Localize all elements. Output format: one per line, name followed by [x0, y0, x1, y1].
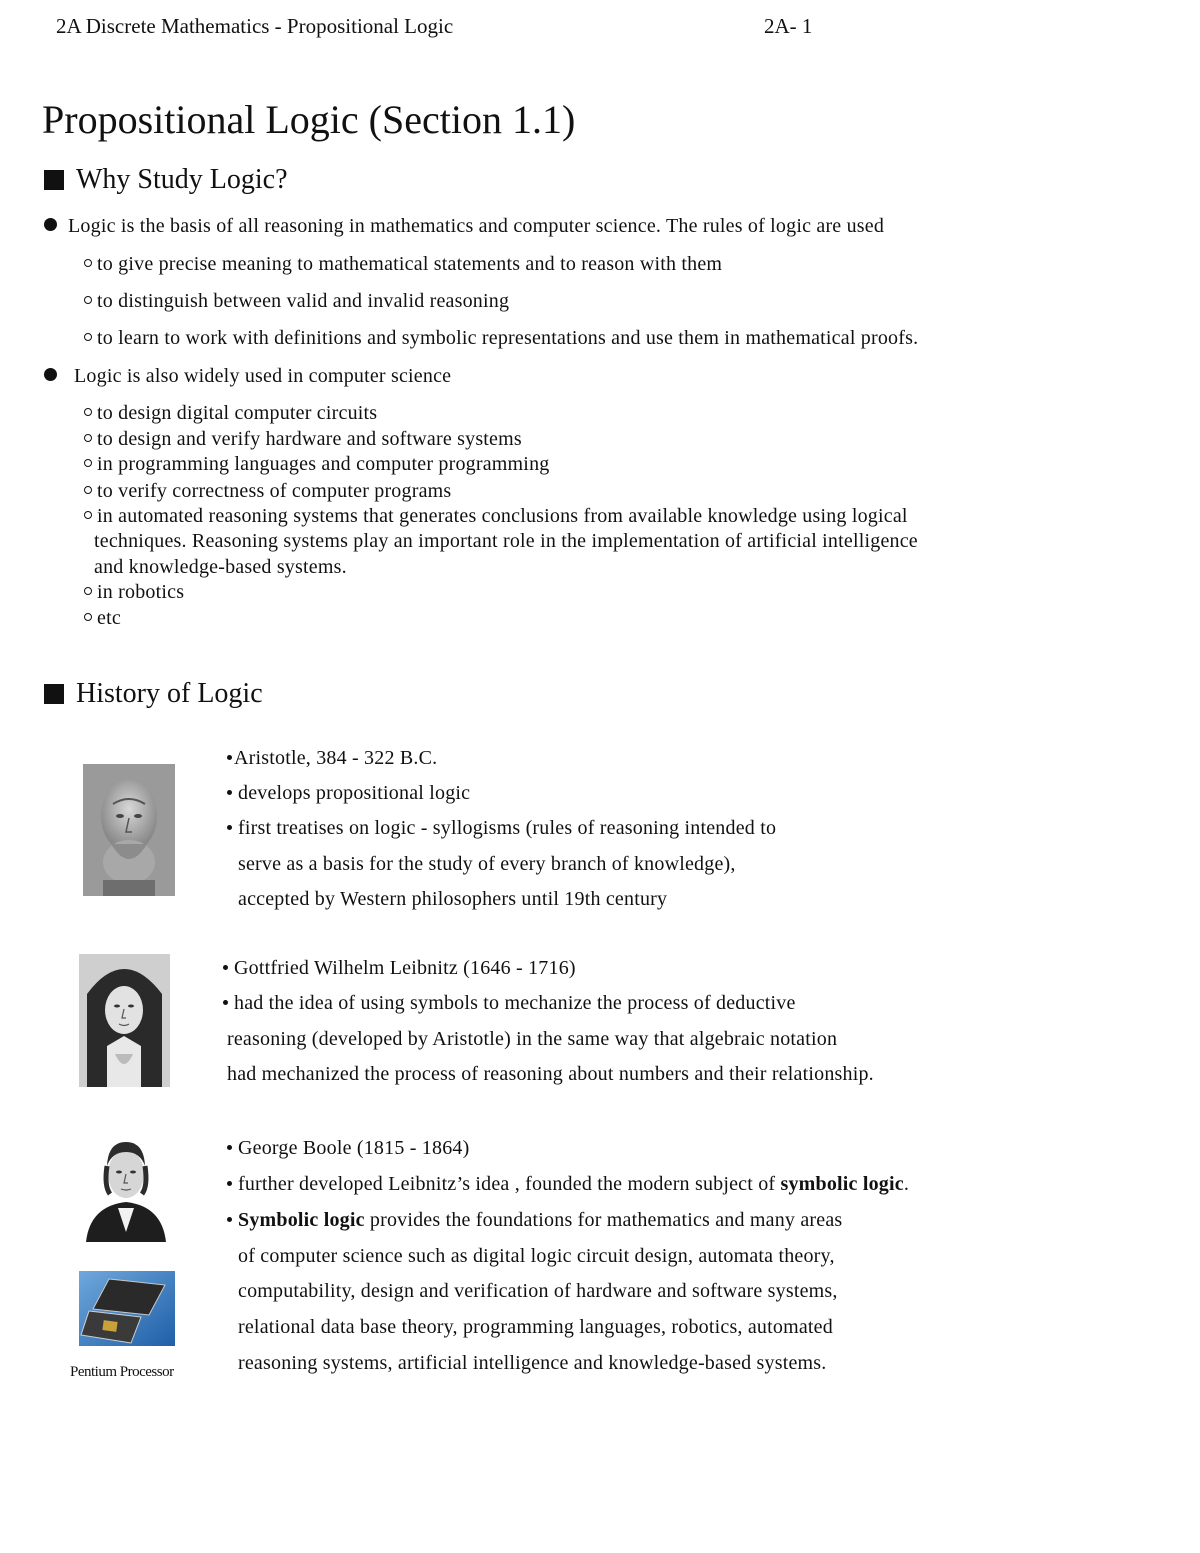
round-bullet-icon [227, 1217, 232, 1222]
section-history-heading [44, 678, 263, 710]
round-bullet-icon [223, 965, 228, 970]
why-sub-text: in automated reasoning systems that generates conclusions from available knowledge using logical [97, 505, 908, 527]
why-sub-item [84, 428, 522, 451]
boole-line: reasoning systems, artificial intelligence and knowledge-based systems. [238, 1352, 827, 1374]
pentium-caption: Pentium Processor [70, 1364, 174, 1380]
boole-line: relational data base theory, programming languages, robotics, automated [238, 1316, 833, 1338]
hollow-circle-icon [84, 613, 92, 621]
leibniz-line: reasoning (developed by Aristotle) in the same way that algebraic notation [227, 1028, 838, 1050]
aristotle-portrait [83, 764, 175, 896]
aristotle-line: accepted by Western philosophers until 19th century [238, 888, 668, 910]
why-sub-continuation: techniques. Reasoning systems play an important role in the implementation of artificial intelligence [94, 530, 918, 552]
leibniz-line: had mechanized the process of reasoning about numbers and their relationship. [227, 1063, 874, 1085]
why-sub-item [84, 505, 908, 528]
round-bullet-icon [227, 825, 232, 830]
round-bullet-icon [227, 755, 232, 760]
leibniz-line [223, 992, 796, 1015]
why-sub-text: to design and verify hardware and software systems [97, 428, 522, 450]
aristotle-text: develops propositional logic [238, 782, 471, 804]
why-sub-item [84, 290, 509, 313]
section-why-heading [44, 164, 288, 196]
aristotle-line: serve as a basis for the study of every branch of knowledge), [238, 853, 736, 875]
symbolic-logic-term: Symbolic logic [238, 1209, 365, 1231]
page-title: Propositional Logic (Section 1.1) [42, 97, 576, 142]
boole-portrait [80, 1136, 172, 1242]
hollow-circle-icon [84, 408, 92, 416]
boole-line [227, 1209, 842, 1232]
round-bullet-icon [227, 1145, 232, 1150]
boole-text: George Boole (1815 - 1864) [238, 1137, 470, 1159]
leibniz-text: Gottfried Wilhelm Leibnitz (1646 - 1716) [234, 957, 576, 979]
hollow-circle-icon [84, 434, 92, 442]
header-right: 2A- 1 [764, 14, 813, 38]
boole-line [227, 1173, 909, 1196]
square-bullet-icon [44, 684, 64, 704]
why-sub-text: etc [97, 607, 121, 629]
round-bullet-icon [227, 1181, 232, 1186]
pentium-processor-image [79, 1271, 175, 1346]
why-sub-item [84, 402, 377, 425]
why-sub-item [84, 581, 184, 604]
boole-text: provides the foundations for mathematics and many areas [364, 1209, 843, 1231]
hollow-circle-icon [84, 259, 92, 267]
why-bullet-1-text: Logic is the basis of all reasoning in mathematics and computer science. The rules of logic are used [68, 215, 885, 237]
aristotle-text: Aristotle, 384 - 322 B.C. [234, 747, 438, 769]
leibniz-portrait [79, 954, 170, 1087]
why-sub-item [84, 480, 451, 503]
leibniz-text: had the idea of using symbols to mechanize the process of deductive [234, 992, 796, 1014]
round-bullet-icon [44, 218, 57, 231]
symbolic-logic-term: symbolic logic [780, 1173, 904, 1195]
section-history-title: History of Logic [76, 678, 263, 709]
why-sub-text: to verify correctness of computer programs [97, 480, 452, 502]
boole-text: . [903, 1173, 910, 1195]
hollow-circle-icon [84, 587, 92, 595]
boole-line [227, 1137, 469, 1160]
why-sub-item [84, 607, 121, 630]
boole-line: computability, design and verification of hardware and software systems, [238, 1280, 838, 1302]
boole-text: further developed Leibnitz’s idea , founded the modern subject of [238, 1173, 781, 1195]
aristotle-line [227, 747, 437, 770]
why-sub-item [84, 453, 549, 476]
why-sub-text: in programming languages and computer programming [97, 453, 550, 475]
aristotle-line [227, 817, 776, 840]
section-why-title: Why Study Logic? [76, 164, 288, 195]
hollow-circle-icon [84, 486, 92, 494]
why-bullet-2 [44, 365, 451, 388]
why-sub-text: in robotics [97, 581, 185, 603]
square-bullet-icon [44, 170, 64, 190]
why-bullet-1 [44, 215, 884, 238]
hollow-circle-icon [84, 296, 92, 304]
why-sub-item [84, 327, 918, 350]
why-sub-text: to give precise meaning to mathematical statements and to reason with them [97, 253, 723, 275]
round-bullet-icon [227, 790, 232, 795]
header-left: 2A Discrete Mathematics - Propositional Logic [56, 14, 454, 38]
leibniz-line [223, 957, 576, 980]
round-bullet-icon [44, 368, 57, 381]
why-sub-continuation: and knowledge-based systems. [94, 556, 347, 578]
why-sub-text: to distinguish between valid and invalid reasoning [97, 290, 510, 312]
why-sub-item [84, 253, 722, 276]
boole-line: of computer science such as digital logic circuit design, automata theory, [238, 1245, 835, 1267]
hollow-circle-icon [84, 333, 92, 341]
why-sub-text: to design digital computer circuits [97, 402, 378, 424]
aristotle-text: first treatises on logic - syllogisms (rules of reasoning intended to [238, 817, 777, 839]
hollow-circle-icon [84, 511, 92, 519]
hollow-circle-icon [84, 459, 92, 467]
why-sub-text: to learn to work with definitions and symbolic representations and use them in mathematical proofs. [97, 327, 919, 349]
aristotle-line [227, 782, 470, 805]
round-bullet-icon [223, 1000, 228, 1005]
why-bullet-2-text: Logic is also widely used in computer science [74, 365, 452, 387]
